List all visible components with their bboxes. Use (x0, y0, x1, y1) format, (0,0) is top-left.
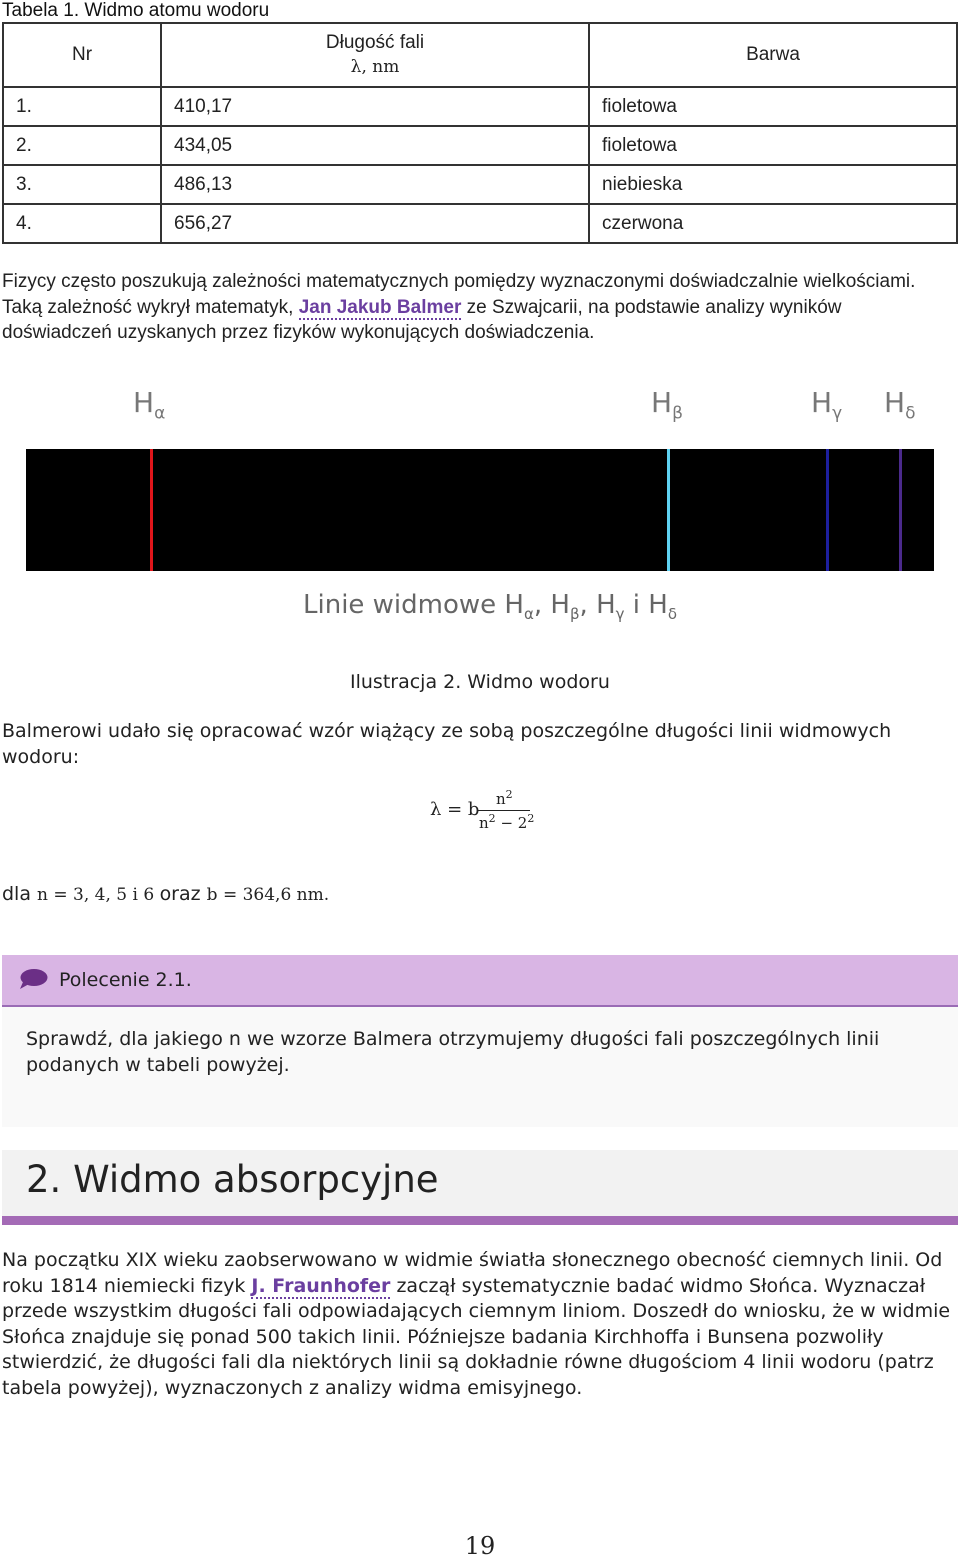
spectral-line-delta (899, 449, 902, 571)
speech-bubble-icon (18, 968, 48, 990)
paragraph-text: Fizycy często poszukują zależności matematycznych pomiędzy wyznaczonymi doświadczalnie wielkościami. Taką zależność wykrył matematyk, (2, 271, 916, 318)
cell-nr: 1. (3, 87, 161, 126)
label-h: H (884, 386, 906, 419)
caption-sep: , H (579, 590, 616, 620)
header-wavelength-unit: λ, nm (350, 57, 400, 77)
label-h-delta (884, 386, 915, 424)
page-number: 19 (464, 1532, 496, 1560)
paragraph-balmer-intro (2, 269, 952, 346)
section-title: 2. Widmo absorpcyjne (26, 1158, 439, 1201)
formula-numerator (496, 788, 513, 808)
math-b-value: b = 364,6 nm. (206, 885, 330, 905)
label-sub: δ (905, 403, 916, 424)
formula-n: n (479, 814, 489, 832)
caption-sep: , H (533, 590, 570, 620)
label-h-beta (651, 386, 683, 424)
paragraph-balmer-formula-intro: Balmerowi udało się opracować wzór wiążący ze sobą poszczególne długości linii widmowych wodoru: (2, 720, 892, 768)
spectrum-bar (26, 449, 934, 571)
header-nr: Nr (3, 23, 161, 87)
table-row (3, 204, 957, 243)
spectral-line-gamma (826, 449, 829, 571)
table-caption: Tabela 1. Widmo atomu wodoru (2, 0, 270, 21)
link-jan-jakub-balmer[interactable]: Jan Jakub Balmer (298, 296, 462, 318)
cell-color: fioletowa (589, 87, 957, 126)
caption-sub: γ (615, 605, 625, 624)
command-body: Sprawdź, dla jakiego n we wzorze Balmera otrzymujemy długości fali poszczególnych linii podanych w tabeli powyżej. (26, 1028, 880, 1076)
link-j-fraunhofer[interactable]: J. Fraunhofer (251, 1274, 391, 1297)
caption-text: Linie widmowe H (303, 590, 524, 620)
cell-wavelength: 486,13 (161, 165, 589, 204)
section-header (2, 1150, 958, 1225)
label-h-alpha (133, 386, 165, 424)
cell-wavelength: 410,17 (161, 87, 589, 126)
table-row (3, 126, 957, 165)
formula-exp: 2 (505, 788, 513, 801)
cell-color: fioletowa (589, 126, 957, 165)
paragraph-text: ze Szwajcarii, na podstawie analizy wyników doświadczeń uzyskanych przez fizyków wykonujących doświadczenia. (2, 296, 842, 343)
table-row (3, 165, 957, 204)
paragraph-absorption (2, 1248, 952, 1401)
caption-sub: β (569, 605, 580, 624)
spectral-line-alpha (150, 449, 153, 571)
label-h: H (651, 386, 673, 419)
table-header-row (3, 23, 957, 87)
cell-nr: 2. (3, 126, 161, 165)
cell-wavelength: 656,27 (161, 204, 589, 243)
formula-exp: 2 (488, 812, 496, 825)
command-box (2, 955, 958, 1127)
cell-wavelength: 434,05 (161, 126, 589, 165)
header-wavelength (161, 23, 589, 87)
spectrum-caption (303, 590, 677, 623)
math-n-values: n = 3, 4, 5 i 6 (37, 885, 160, 905)
formula-lhs: λ = b (430, 799, 480, 820)
cell-nr: 4. (3, 204, 161, 243)
paragraph-text: dla (2, 883, 38, 905)
command-header (2, 955, 958, 1007)
paragraph-text: zaczął systematycznie badać widmo Słońca. Wyznaczał przede wszystkim długości fali odpowiadających ciemnym liniom. Doszedł do wniosku, że w widmie Słońca znajduje się ponad 500 takich linii. Późniejsze badania Kirchhoffa i Bunsena pozwoliły stwierdzić, że długości fali dla niektórych linii są dokładnie równe długościom 4 linii wodoru (patrz tabela powyżej), wyznaczonych z analizy widma emisyjnego. (2, 1274, 951, 1399)
label-h: H (133, 386, 155, 419)
hydrogen-spectrum-illustration (0, 376, 960, 646)
command-title: Polecenie 2.1. (59, 969, 192, 991)
spectral-line-beta (667, 449, 670, 571)
cell-color: niebieska (589, 165, 957, 204)
formula-minus: − 2 (495, 814, 528, 832)
caption-sub: α (523, 605, 534, 624)
paragraph-text: oraz (159, 883, 207, 905)
caption-and: i H (624, 590, 668, 620)
caption-sub: δ (667, 605, 678, 624)
hydrogen-spectrum-table (2, 22, 958, 244)
label-h-gamma (811, 386, 842, 424)
illustration-caption: Ilustracja 2. Widmo wodoru (350, 671, 610, 693)
cell-color: czerwona (589, 204, 957, 243)
cell-nr: 3. (3, 165, 161, 204)
label-h: H (811, 386, 833, 419)
paragraph-text: Na początku XIX wieku zaobserwowano w widmie światła słonecznego obecność ciemnych linii. Od roku 1814 niemiecki fizyk (2, 1249, 943, 1297)
label-sub: β (672, 403, 683, 424)
header-wavelength-label: Długość fali (325, 32, 425, 53)
formula-n: n (496, 790, 506, 808)
label-sub: γ (832, 403, 843, 424)
paragraph-formula-values (2, 882, 952, 909)
formula-exp: 2 (527, 812, 535, 825)
label-sub: α (154, 403, 166, 424)
table-row (3, 87, 957, 126)
header-color: Barwa (589, 23, 957, 87)
formula-denominator (479, 812, 534, 832)
